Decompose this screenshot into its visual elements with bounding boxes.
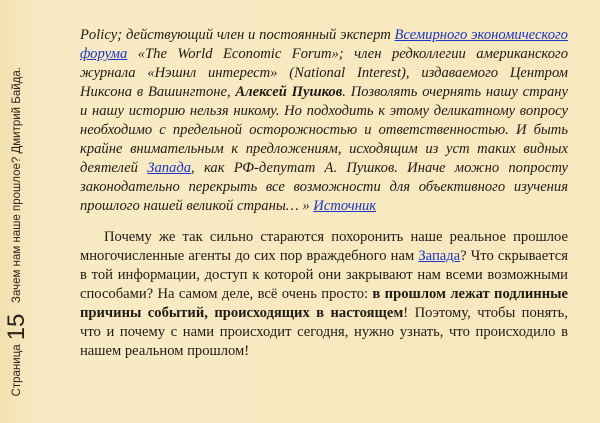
body-bold: в прошлом лежат подлинные причины событий, происходящих в настоящем xyxy=(80,286,568,321)
page-number-label xyxy=(2,300,32,410)
quote-text-3: . Позволять очернять нашу страну и нашу историю нельзя никому. Но подходить к этому деликатному вопросу необходимо с предельной осторожностью и ответственностью. И быть крайне внимательным к предложениям, исходящим из уст таких видных деятелей xyxy=(80,84,569,176)
quote-text-2: «The World Economic Forum»; член редколлегии американского журнала «Нэшнл интерест» (National Interest), издаваемого Центром Никсона в Вашингтоне, xyxy=(80,46,568,100)
quote-text-4: , как РФ-депутат А. Пушков. Иначе можно попросту законодательно перекрыть все возможности для объективного изучения прошлого нашей великой страны… » xyxy=(80,160,568,214)
link-west-body[interactable]: Запада xyxy=(418,248,461,264)
body-text-3: ! Поэтому, чтобы понять, что и почему с нами происходит сегодня, нужно узнать, что происходило в нашем реальном прошлом! xyxy=(80,305,568,359)
quote-name: Алексей Пушков xyxy=(235,84,343,100)
page-number: 15 xyxy=(3,313,30,341)
body-paragraph xyxy=(80,228,568,361)
quote-text-1: Policy; действующий член и постоянный эксперт xyxy=(80,27,395,43)
quote-paragraph xyxy=(80,26,568,216)
body-text-1: Почему же так сильно стараются похоронить наше реальное прошлое многочисленные агенты до сих пор враждебного нам xyxy=(80,229,568,264)
left-margin xyxy=(0,0,36,423)
link-source[interactable]: Источник xyxy=(313,198,377,214)
running-title-text: Зачем нам наше прошлое? Дмитрий Байда. xyxy=(11,67,23,303)
link-world-economic-forum[interactable]: Всемирного экономического форума xyxy=(80,27,568,62)
page-word: Страница xyxy=(11,344,23,397)
running-title xyxy=(4,60,30,310)
body-text-2: ? Что скрывается в той информации, доступ к которой они закрывают нам всеми возможными способами? На самом деле, всё очень просто: xyxy=(80,248,568,302)
link-west[interactable]: Запада xyxy=(147,160,192,176)
main-text xyxy=(80,26,568,361)
